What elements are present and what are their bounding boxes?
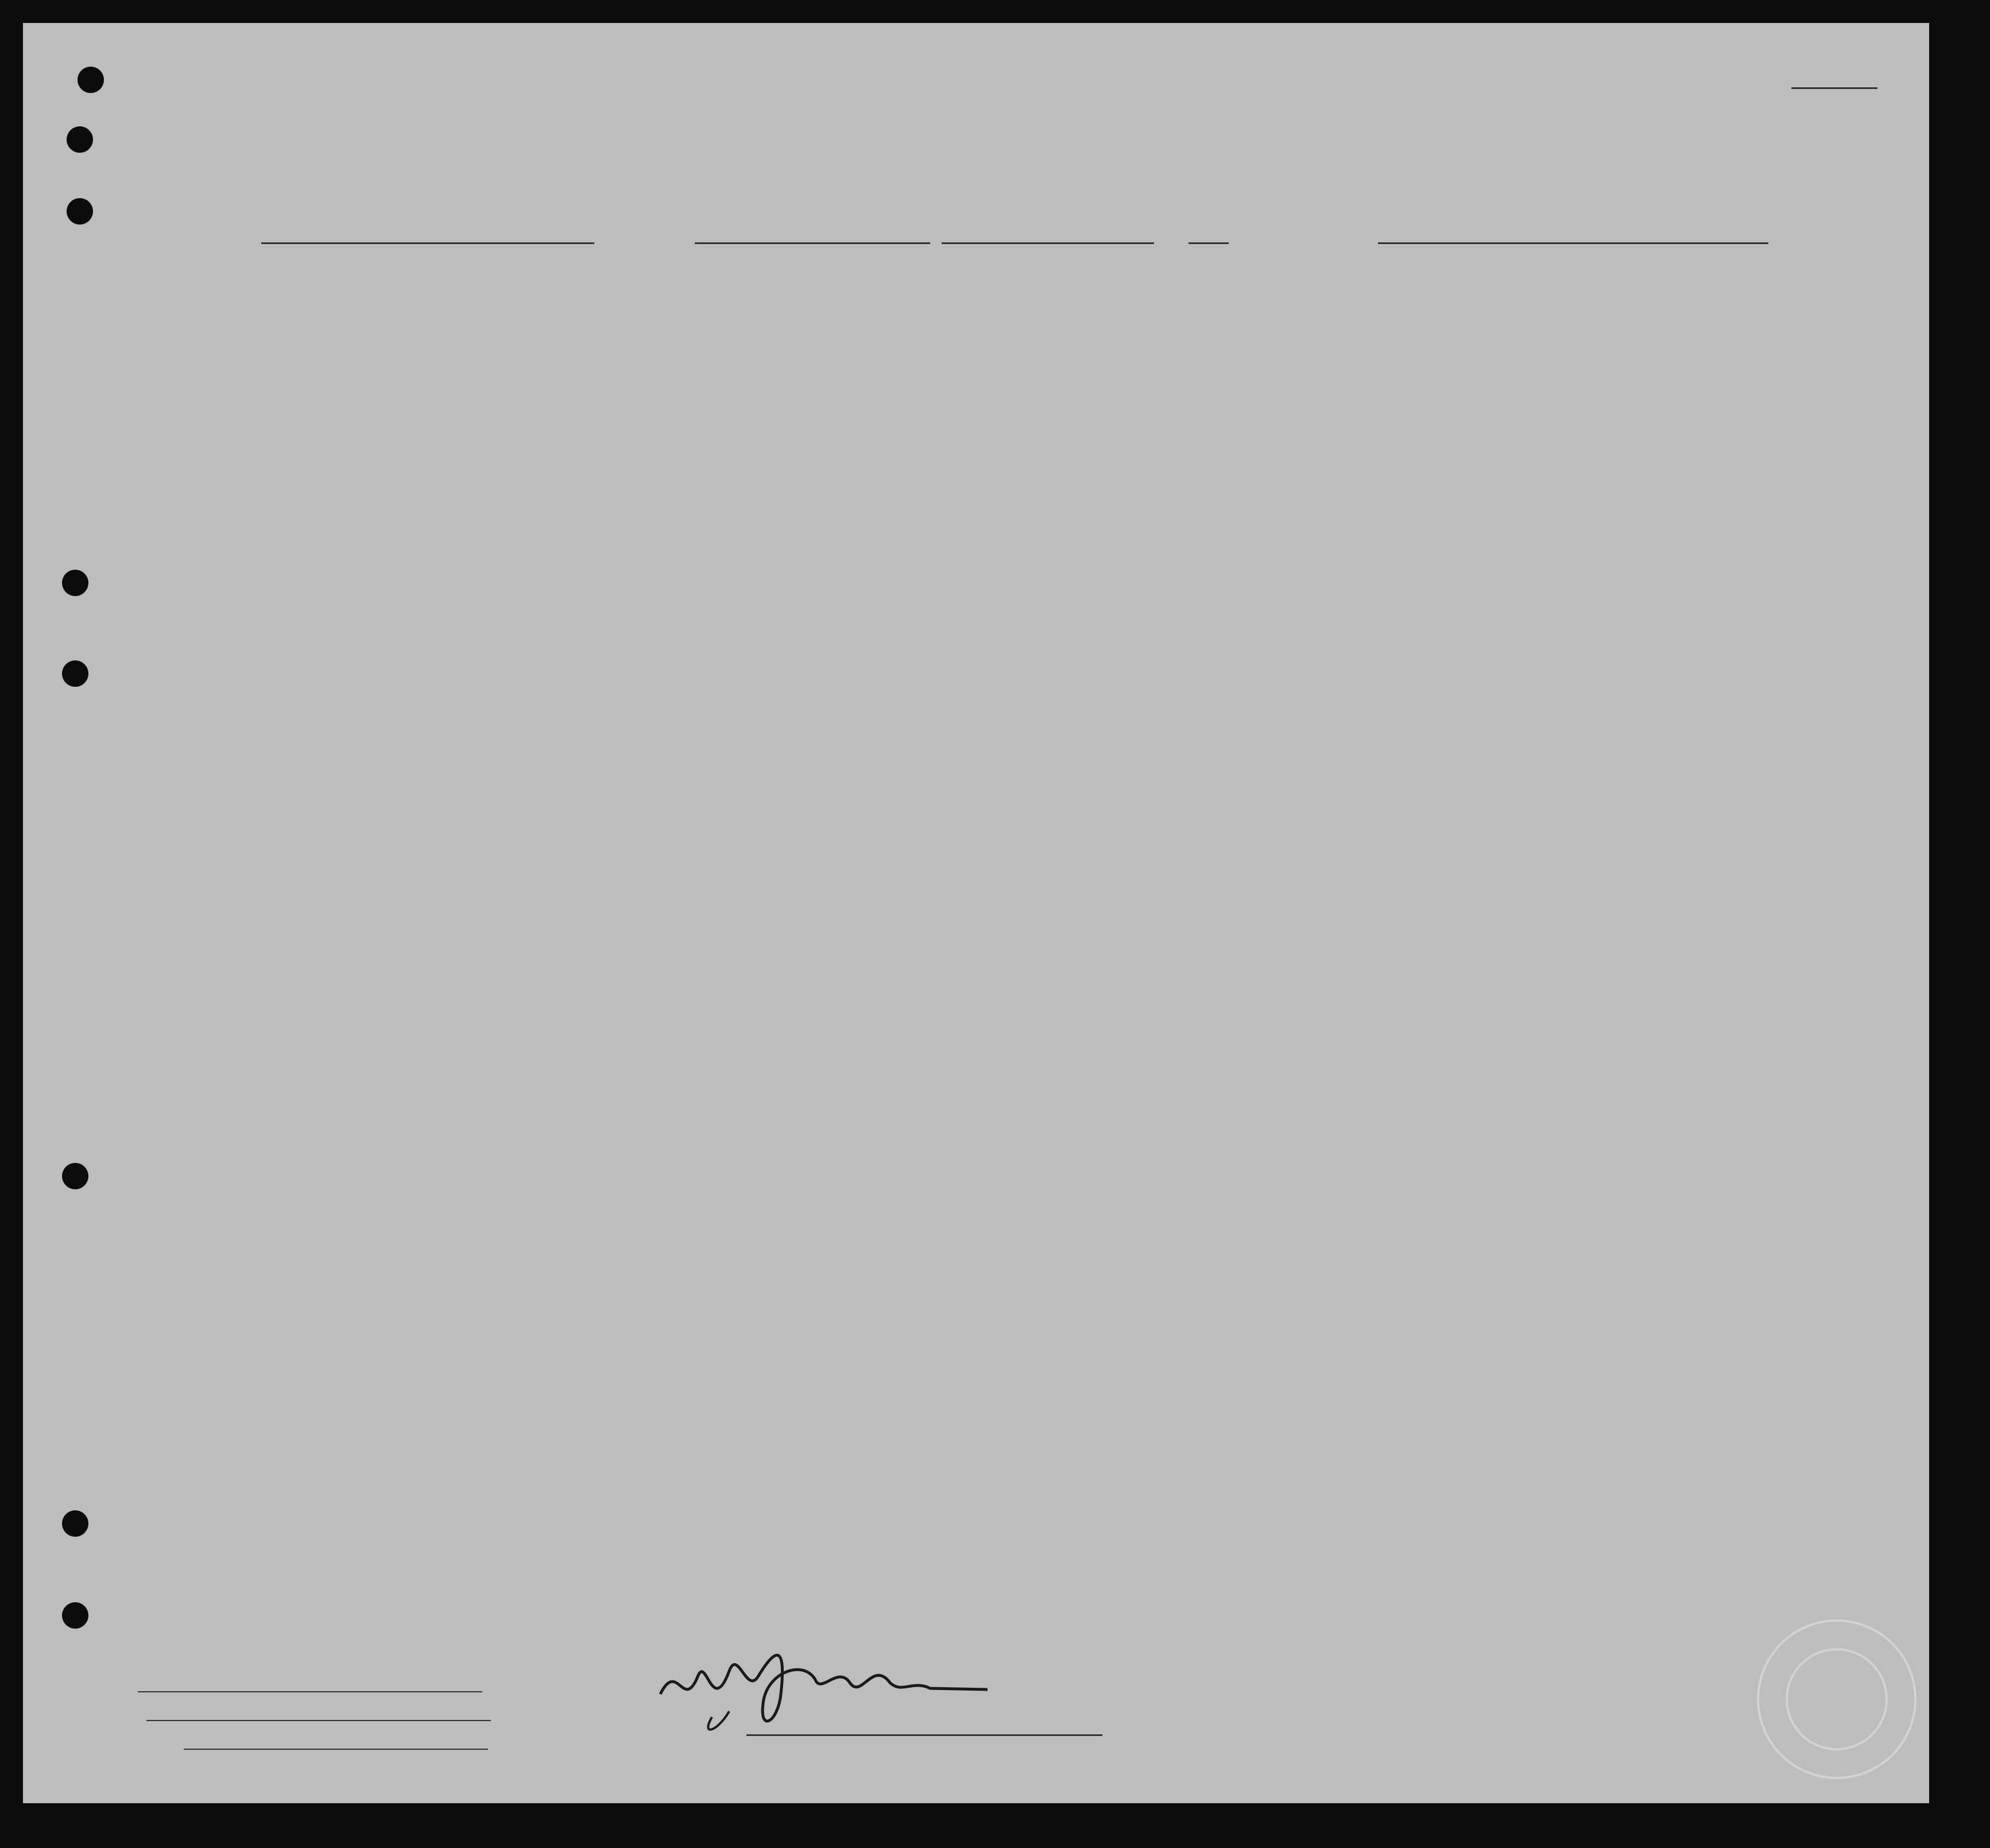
manifest-sheet: [23, 23, 1929, 1803]
table-grid: [23, 23, 1929, 1803]
inspector-signature: [643, 1625, 999, 1740]
inspection-stamp-inner: [1786, 1648, 1888, 1750]
